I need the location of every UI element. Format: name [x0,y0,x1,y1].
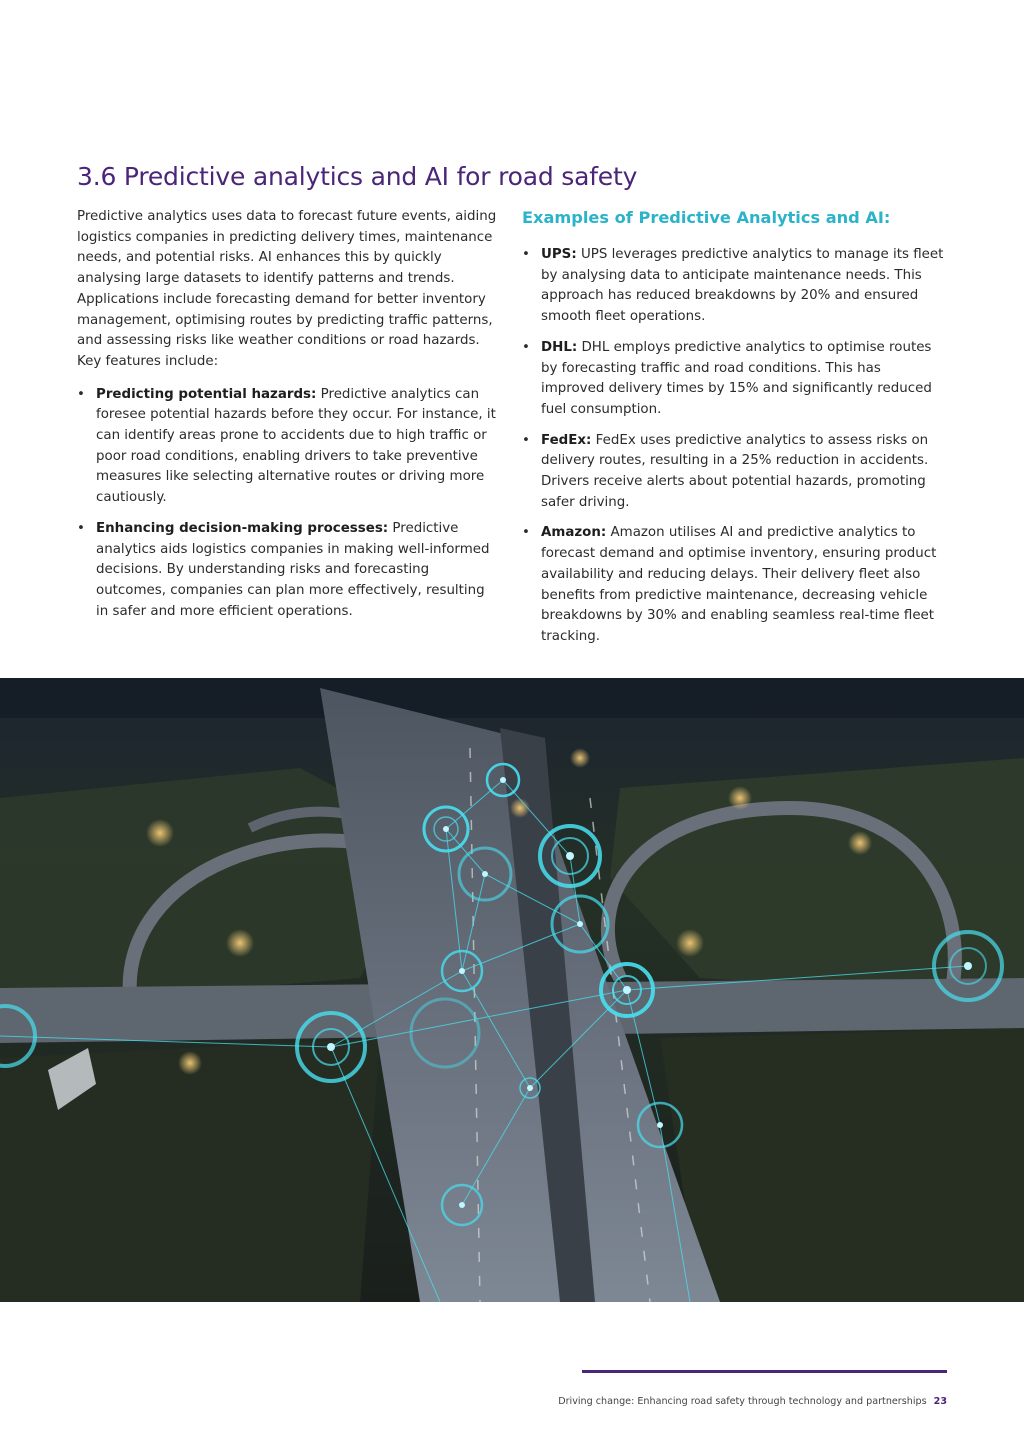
list-item [522,431,946,514]
list-item-text: FedEx uses predictive analytics to assess risks on delivery routes, resulting in a 25% reduction in accidents. Drivers receive alerts about potential hazards, promoting safer driving. [541,432,929,510]
list-item-lead: DHL: [541,339,578,355]
list-item-text: Amazon utilises AI and predictive analytics to forecast demand and optimise inventory, ensuring product availability and reducing delays. Their delivery fleet also benefits from predictive maintenance, decreasing vehicle breakdowns by 30% and enabling seamless real-time fleet tracking. [541,525,937,644]
highway-interchange-illustration [0,678,1024,1302]
footer-divider [582,1370,947,1373]
list-item-lead: UPS: [541,247,577,262]
features-list [77,385,499,623]
list-item [522,338,946,421]
page-number: 23 [933,1396,947,1407]
section-title: 3.6 Predictive analytics and AI for road safety [77,162,638,191]
page-footer [558,1396,947,1407]
left-column [77,207,499,622]
intro-paragraph: Predictive analytics uses data to forecast future events, aiding logistics companies in predicting delivery times, maintenance needs, and potential risks. AI enhances this by quickly analysing large datasets to identify patterns and trends. Applications include forecasting demand for better inventory management, optimising routes by predicting traffic patterns, and assessing risks like weather conditions or road hazards. Key features include: [77,209,497,369]
list-item [77,519,499,623]
highway-network-image [0,678,1024,1302]
list-item-text: Predictive analytics can foresee potential hazards before they occur. For instance, it can identify areas prone to accidents due to high traffic or poor road conditions, enabling drivers to take preventive measures like selecting alternative routes or driving more cautiously. [96,386,496,506]
list-item-lead: Predicting potential hazards: [96,386,317,402]
examples-list [522,245,946,648]
list-item-text: DHL employs predictive analytics to optimise routes by forecasting traffic and road conditions. This has improved delivery times by 15% and significantly reduced fuel consumption. [541,339,932,417]
right-column [522,207,946,648]
list-item-text: Predictive analytics aids logistics companies in making well-informed decisions. By understanding risks and forecasting outcomes, companies can plan more effectively, resulting in safer and more efficient operations. [96,520,490,619]
footer-text: Driving change: Enhancing road safety through technology and partnerships [558,1396,927,1407]
list-item [522,245,946,328]
list-item-lead: FedEx: [541,432,592,448]
list-item-lead: Amazon: [541,525,607,541]
list-item [77,385,499,509]
list-item-text: UPS leverages predictive analytics to manage its fleet by analysing data to anticipate maintenance needs. This approach has reduced breakdowns by 20% and ensured smooth fleet operations. [541,247,944,325]
list-item-lead: Enhancing decision-making processes: [96,520,389,536]
list-item [522,523,946,647]
examples-heading: Examples of Predictive Analytics and AI: [522,208,891,227]
